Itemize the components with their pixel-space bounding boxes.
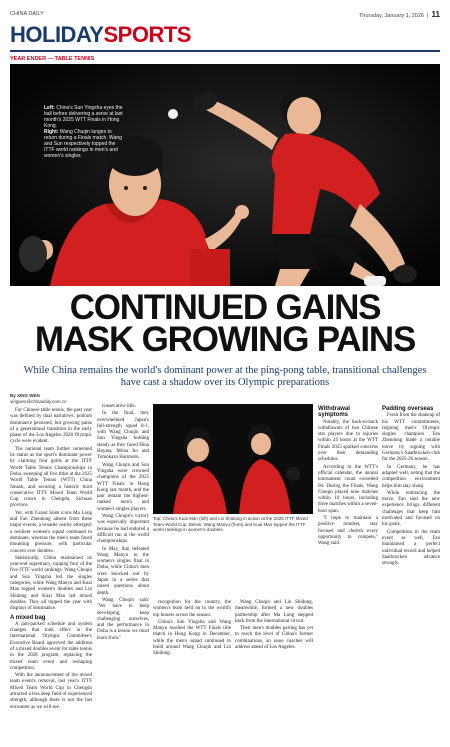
masthead <box>10 8 440 20</box>
paragraph: According to the WTT's official calendar, the annual tournament count exceeded 60. During the Finals, Wang Chuqin played nine matches within 10 hours, including three matches within a seven-hour span. <box>318 464 378 514</box>
inset-photo-illustration <box>153 404 313 514</box>
paragraph: With the announcement of the mixed team event's removal, last year's ITTF Mixed Team World Cup in Chengdu attracted a less deep field of experienced strength, although there is not the last encounter as we will see. <box>10 673 92 710</box>
headline-line-2: MASK GROWING PAINS <box>34 320 416 359</box>
section-title-part2: SPORTS <box>103 22 191 47</box>
paragraph: While embracing the move, Fan said the new experience brings different challenges that keep him motivated and focused on his goals. <box>382 490 440 528</box>
headline-line-1: CONTINUED GAINS <box>69 288 381 327</box>
article-column-2 <box>97 404 149 643</box>
paragraph: Fresh from the shakeup of his WTT commitments, reigning men's Olympic singles champion Fan Zhendong made a notable move by signing with Germany's Saarbrucken club for the 2025-26 season. <box>382 413 440 463</box>
dek: While China remains the world's dominant power at the ping-pong table, transitional challenges have cast a shadow over its Olympic preparations <box>23 365 427 388</box>
paragraph: consecutive title. <box>102 404 136 409</box>
inset-photo-doubles <box>153 404 313 514</box>
headline <box>10 288 440 359</box>
ping-pong-ball <box>168 109 178 119</box>
photo-caption <box>44 105 124 159</box>
paragraph: "I hope to maintain a positive mindset, stay focused and cherish every opportunity to compete," Wang said. <box>318 516 378 547</box>
paragraph: Statistically, China maintained its year-end supremacy, topping four of the five ITTF world rankings. Wang Chuqin and Sun Yingsha led the singles categories, while Wang Manyu and Kuai Man topped women's doubles and Lin Shidong and Kuai Man led mixed doubles. They all topped the year with displays of dominance. <box>10 555 92 612</box>
paragraph: Wang Chuqin and Lin Shidong, meanwhile, formed a new doubles partnership after Ma Long stepped back from the international circuit. <box>235 600 313 624</box>
paragraph: Wang Chuqin and Sun Yingsha were crowned champions of the 2025 WTT Finals in Hong Kong last month, and the pair remain the highest-ranked men's and women's singles players. <box>97 462 149 512</box>
subheading: Padding overseas <box>382 406 434 412</box>
byline-name: By XING WEN <box>10 393 40 398</box>
paragraph: recognition for the country, the women's team held on to the world's top honors across the season. <box>153 600 231 618</box>
paragraph: China's Sun Yingsha and Wang Manyu reached the WTT Finals title match in Hong Kong in December, while the men's squad continued to build around Wang Chuqin and Lin Shidong. <box>153 619 231 657</box>
article-column-4 <box>318 404 378 549</box>
section-divider <box>10 50 440 52</box>
paragraph: Their men's doubles pairing has yet to reach the level of China's former combinations, an issue coaches will address ahead of Los Angeles. <box>235 626 313 651</box>
paragraph: A jam-packed schedule and system changes that took effect in the International Olympic Committee's Executive Board approved the addition of a mixed doubles event for table tennis in the 2028 program, replacing the mixed team event and reshaping competition. <box>10 621 92 671</box>
paragraph: Notably, the back-to-back withdrawals of two Chinese star players due to injuries within 24 hours at the WTT Finals 2025 sparked concerns over their demanding schedules. <box>318 419 378 463</box>
caption-text-right: Wang Chuqin lunges to return during a Finals match. Wang and Sun respectively topped the ITTF world rankings in men's and women's singles. <box>44 129 122 159</box>
paragraph: Yet, with Grand Slam icons Ma Long and Fan Zhendong absent from these major events, a broader reality emerged: a resilient women's squad continued to dominate, whereas the men's team faced mounting pressure, with particular concern over doubles. <box>10 510 92 554</box>
article-column-3 <box>153 600 231 659</box>
article-column-5 <box>382 404 440 568</box>
page-number: 11 <box>431 9 440 19</box>
section-title-part1: HOLIDAY <box>10 22 104 47</box>
paragraph: In Germany, he has adapted well, noting that the competition environment helps him stay sharp. <box>382 464 440 489</box>
paragraph: For Chinese table tennis, the past year was defined by dual narratives: podium dominance persisted, but growing pains of a generational transition in the early phase of the Los Angeles 2028 Olympic cycle were evident. <box>10 408 92 445</box>
section-title <box>10 22 191 48</box>
subheading: Withdrawal symptoms <box>318 406 350 419</box>
main-photo <box>10 64 440 286</box>
kicker: YEAR ENDER — TABLE TENNIS <box>10 56 95 62</box>
paragraph: The national team further cemented its status as the sport's dominant power by claiming four golds at the ITTF World Table Tennis Championships in Doha, sweeping all five titles at the 2025 World Table Tennis (WTT) China Smash, and securing a historic third consecutive ITTF Mixed Team World Cup crown in Chengdu, Sichuan province. <box>10 446 92 509</box>
masthead-paper-name: CHINA DAILY <box>10 11 44 17</box>
article-column-1 <box>10 408 92 712</box>
caption-lead-left: Left: <box>44 105 55 111</box>
paragraph: Wang Chuqin said: "We have to keep developing, keep challenging ourselves, and the performance in Doha is a lesson we must learn from." <box>97 597 149 641</box>
inset-caption: Top: China's Kuai Man (left) and Lin Shidong in action at the 2025 ITTF Mixed Team World Cup. Below: Wang Manyu (front) and Kuai Man topped the ITTF world rankings in women's doubles. <box>153 516 308 532</box>
paragraph: Competition in the team event as well, Fan maintained a perfect individual record and helped Saarbrucken advance strongly. <box>382 529 440 567</box>
caption-text-left: China's Sun Yingsha eyes the ball before delivering a serve at last month's 2025 WTT Finals in Hong Kong. <box>44 105 123 129</box>
article-column-3b <box>235 600 313 652</box>
paragraph: In the final, they overwhelmed Japan's full-strength squad 8-1, with Wang Chuqin and Sun Yingsha holding steady as they faced Hina Hayata, Mima Ito and Tomokazu Harimoto. <box>97 411 149 461</box>
main-photo-illustration <box>10 64 440 286</box>
paragraph: Wang Chuqin's victory was especially important because he had endured a difficult run in the world championships. <box>97 514 149 545</box>
byline-email: xingwen@chinadaily.com.cn <box>10 398 67 404</box>
paragraph: In May, Sun defeated Wang Manyu in the women's singles final in Doha, while China's men were knocked out by Japan in a series that raised questions about depth. <box>97 546 149 596</box>
masthead-date: Thursday, January 1, 2026 <box>358 12 424 19</box>
byline <box>10 393 67 404</box>
subheading: A mixed bag <box>10 614 46 621</box>
caption-lead-right: Right: <box>44 129 59 135</box>
masthead-date-group: Thursday, January 1, 2026 | 11 <box>358 9 440 19</box>
